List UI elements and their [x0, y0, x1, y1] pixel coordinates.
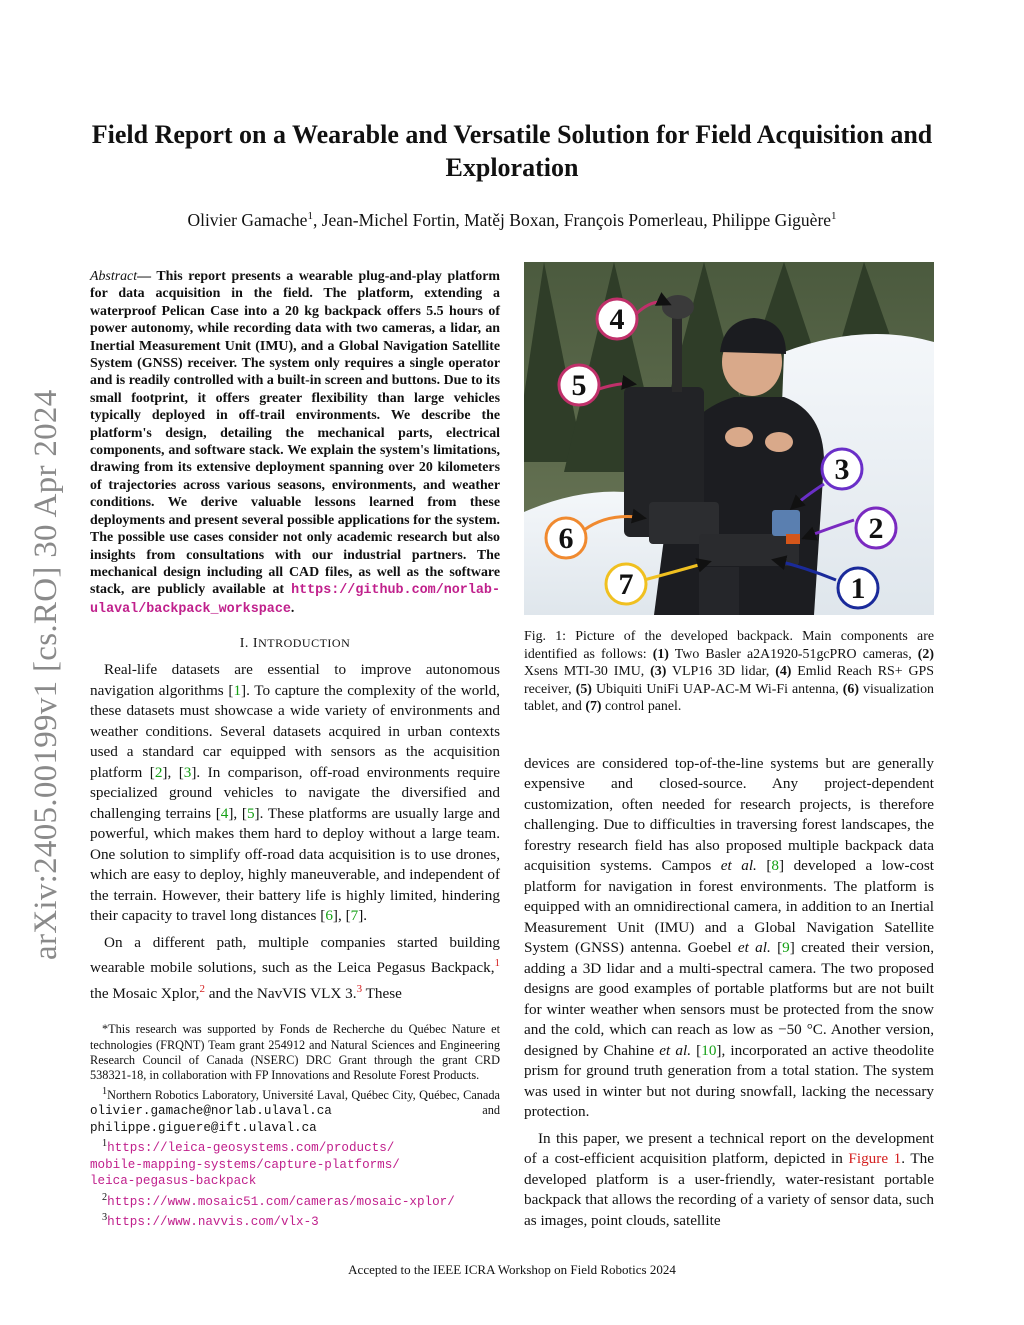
section-heading-introduction: [90, 636, 500, 652]
figure-backpack-photo: [524, 262, 934, 615]
citation-link[interactable]: 2: [154, 763, 163, 781]
right-paragraph-1: [524, 754, 934, 1123]
text: Real-life datasets are essential to improve autonomous navigation algorithms [: [90, 661, 500, 699]
footnote-3: [90, 1210, 500, 1231]
caption-key: (5): [575, 681, 592, 697]
caption-key: (2): [917, 646, 934, 662]
label-6-text: 6: [558, 522, 574, 555]
left-column: [90, 268, 500, 1231]
abstract-text: This report presents a wearable plug-and-play platform for data acquisition in the field. The platform, extending a waterproof Pelican Case into a 20 kg backpack offers 5.5 hours of power autonomy, while recording data with two cameras, a lidar, an Inertial Measurement Unit (IMU), and a Global Navigation Satellite System (GNSS) receiver. The system only requires a single operator and is readily controlled with a built-in screen and buttons. Due to its small footprint, it offers greater flexibility than large vehicles typically deployed in off-trail environments. We describe the platform's design, detailing the mechanical parts, electrical components, and software stack. We explain the system's limitations, drawing from its extensive deployment spanning over 20 kilometers of trajectories across various seasons, environments, and weather conditions. We derive valuable lessons learned from these deployments and present several possible applications for the system. The possible use cases consider not only academic research but also insights from consultations with our industrial partners. The mechanical design including all CAD files, as well as the software stack, are publicly available at: [90, 269, 500, 598]
label-6: [546, 518, 586, 558]
legs: [699, 567, 739, 615]
text: VLP16 3D lidar,: [666, 664, 776, 679]
text: On a different path, multiple companies started building wearable mobile solutions, such as the Leica Pegasus Backpack,: [90, 933, 500, 977]
label-1-text: 1: [850, 572, 866, 605]
text: the Mosaic Xplor,: [90, 984, 200, 1002]
label-2-text: 2: [868, 512, 884, 545]
section-number: I.: [239, 636, 253, 652]
right-column: [524, 262, 934, 1231]
et-al: et al.: [737, 939, 771, 956]
et-al: et al.: [720, 857, 757, 874]
funding-footnote: *This research was supported by Fonds de Recherche du Québec Nature et technologies (FRQNT) Team grant 254912 and Natural Sciences and Engineering Research Council of Canada (NSERC) DRC Grant through the grant CRD 538321-18, in collaboration with FP Innovations and Resolute Forest Products.: [90, 1022, 500, 1083]
footnote-number: 1: [102, 1138, 108, 1150]
backpack-photo-illustration: [524, 262, 934, 615]
intro-paragraph-1: [90, 660, 500, 927]
section-name: NTRODUCTION: [258, 636, 351, 651]
text: [: [770, 939, 783, 956]
label-4-text: 4: [609, 303, 625, 336]
text: ].: [358, 907, 368, 925]
text: ], [: [162, 763, 184, 781]
citation-link[interactable]: 3: [183, 763, 192, 781]
text: ], [: [228, 804, 247, 822]
email-address: philippe.giguere@ift.ulaval.ca: [90, 1120, 317, 1135]
footnote-url[interactable]: mobile-mapping-systems/capture-platforms/: [90, 1157, 400, 1172]
et-al: et al.: [659, 1041, 692, 1059]
citation-link[interactable]: 9: [782, 939, 790, 956]
label-7: [606, 564, 646, 604]
citation-link[interactable]: 5: [246, 804, 255, 822]
hand-left: [725, 427, 753, 447]
page-footer: Accepted to the IEEE ICRA Workshop on Field Robotics 2024: [348, 1262, 676, 1277]
affiliation-footnote: [90, 1084, 500, 1136]
footnote-number: 2: [102, 1191, 108, 1203]
footnote-link[interactable]: 1: [494, 957, 500, 970]
footnote-link[interactable]: 2: [199, 982, 205, 995]
intro-paragraph-2: [90, 933, 500, 1005]
footnote-2: [90, 1190, 500, 1211]
affiliation-text: Northern Robotics Laboratory, Université Laval, Québec City, Québec, Canada: [107, 1087, 500, 1102]
abstract-label: Abstract: [90, 269, 138, 284]
footnote-number: 3: [102, 1212, 108, 1223]
repository-link[interactable]: https://github.com/norlab-ulaval/backpack_workspace: [90, 583, 500, 617]
right-body: [524, 754, 934, 1232]
citation-link[interactable]: 6: [325, 907, 333, 925]
text: These: [362, 984, 402, 1002]
caption-key: (1): [652, 646, 669, 662]
citation-link[interactable]: 1: [233, 681, 242, 699]
caption-key: (3): [650, 664, 667, 679]
caption-key: (4): [775, 664, 792, 679]
caption-key: (7): [585, 699, 602, 714]
text: Emlid Reach RS+ GPS receiver,: [524, 664, 934, 697]
paper-title: Field Report on a Wearable and Versatile Solution for Field Acquisition and Exploration: [91, 120, 933, 182]
caption-key: (6): [842, 681, 859, 697]
text: Xsens MTI-30 IMU,: [524, 664, 651, 679]
label-3-text: 3: [834, 453, 850, 486]
label-1: [838, 568, 878, 608]
text: ] developed a low-cost platform for navigation in forest environments. The platform is equipped with an omnidirectional camera, in addition to an Inertial Measurement Unit (IMU) and a Global Navigation Satellite System (GNSS) antenna. Goebel: [524, 857, 934, 956]
text: visualization tablet, and: [524, 681, 934, 714]
text: [: [756, 857, 772, 874]
affiliation-mark-last: 1: [831, 210, 837, 223]
abstract-end: .: [290, 600, 295, 616]
arxiv-identifier: arXiv:2405.00199v1 [cs.RO] 30 Apr 2024: [28, 389, 64, 960]
text: [: [691, 1041, 702, 1059]
citation-link[interactable]: 8: [771, 857, 780, 874]
text: and the NavVIS VLX 3.: [204, 984, 357, 1002]
text: ], incorporated an active theodolite prism for ground truth generation from a total station. The system was used in winter but not during snowfall, lacking the necessary protection.: [524, 1041, 934, 1120]
label-5: [559, 365, 599, 405]
footnote-1: [90, 1136, 500, 1189]
text: ] created their version, adding a 3D lidar and a multi-spectral camera. The two proposed designs are good examples of portable platforms but are not built for winter weather when sensors must be protected from the snow and the cold, which can reach as low as −50 °C. Another version, designed by Chahine: [524, 939, 934, 1059]
footnote-url[interactable]: leica-pegasus-backpack: [90, 1174, 257, 1189]
email-address: olivier.gamache@norlab.ulaval.ca: [90, 1104, 332, 1119]
label-2: [856, 508, 896, 548]
author-list: [80, 210, 944, 231]
figure-caption: [524, 628, 934, 716]
author-first: Olivier Gamache: [187, 210, 308, 230]
footnote-url[interactable]: https://leica-geosystems.com/products/: [107, 1141, 395, 1156]
lidar: [772, 510, 800, 536]
text: ]. To capture the complexity of the world, these datasets must showcase a wide variety of environments and weather conditions. Several datasets acquired in urban contexts used a standard car equipped with sensors as the acquisition platform [: [90, 681, 500, 781]
footnote-url[interactable]: https://www.navvis.com/vlx-3: [107, 1215, 319, 1230]
introduction-body: [90, 660, 500, 1004]
text: In this paper, we present a technical report on the development of a cost-efficient acquisition platform, depicted in: [524, 1129, 934, 1167]
label-5-text: 5: [571, 369, 587, 402]
label-4: [597, 299, 637, 339]
section-initial: I: [252, 636, 259, 652]
text: Two Basler a2A1920-51gcPRO cameras,: [668, 646, 918, 662]
abstract-dash: —: [137, 269, 157, 284]
footnotes: [90, 1022, 500, 1230]
antenna-mast: [672, 317, 682, 392]
imu: [786, 534, 800, 544]
hand-right: [765, 432, 793, 452]
text: Fig. 1: Picture of the developed backpack. Main components are identified as follows:: [524, 629, 934, 662]
text: and: [331, 1103, 500, 1118]
footnote-url[interactable]: https://www.mosaic51.com/cameras/mosaic-xplor/: [107, 1194, 455, 1209]
figure-reference-link[interactable]: Figure 1: [848, 1150, 902, 1167]
text: . The developed platform is a user-friendly, water-resistant portable backpack that allows the recording of a variety of sensor data, such as images, point clouds, satellite: [524, 1150, 934, 1229]
text: Ubiquiti UniFi UAP-AC-M Wi-Fi antenna,: [591, 681, 843, 697]
affiliation-mark: 1: [307, 210, 313, 223]
text: ], [: [332, 907, 351, 925]
text: ]. In comparison, off-road environments require specialized ground vehicles to navigate the diversified and challenging terrains [: [90, 763, 500, 822]
label-7-text: 7: [618, 568, 634, 601]
text: devices are considered top-of-the-line systems but are generally expensive and closed-source. Any project-dependent customization, often needed for research projects, is therefore challenging. Due to difficulties in traversing forest landscapes, the forestry research field has also proposed multiple backpack data acquisition systems. Campos: [524, 754, 934, 874]
citation-link[interactable]: 7: [350, 907, 359, 925]
text: control panel.: [601, 699, 682, 714]
footnote-number: 1: [102, 1085, 108, 1097]
author-rest: , Jean-Michel Fortin, Matěj Boxan, François Pomerleau, Philippe Giguère: [312, 210, 832, 230]
label-3: [822, 449, 862, 489]
gps-receiver: [662, 295, 694, 319]
right-paragraph-2: [524, 1129, 934, 1232]
text: ]. These platforms are usually large and powerful, which makes them hard to deploy without a large team. One solution to simplify off-road data acquisition is to use drones, which are easy to deploy, highly maneuverable, and independent of the terrain. However, their battery life is highly limited, hindering their capacity to travel long distances [: [90, 804, 500, 925]
citation-link[interactable]: 10: [701, 1041, 717, 1059]
citation-link[interactable]: 4: [220, 804, 229, 822]
abstract: [90, 268, 500, 618]
footnote-link[interactable]: 3: [356, 982, 363, 995]
